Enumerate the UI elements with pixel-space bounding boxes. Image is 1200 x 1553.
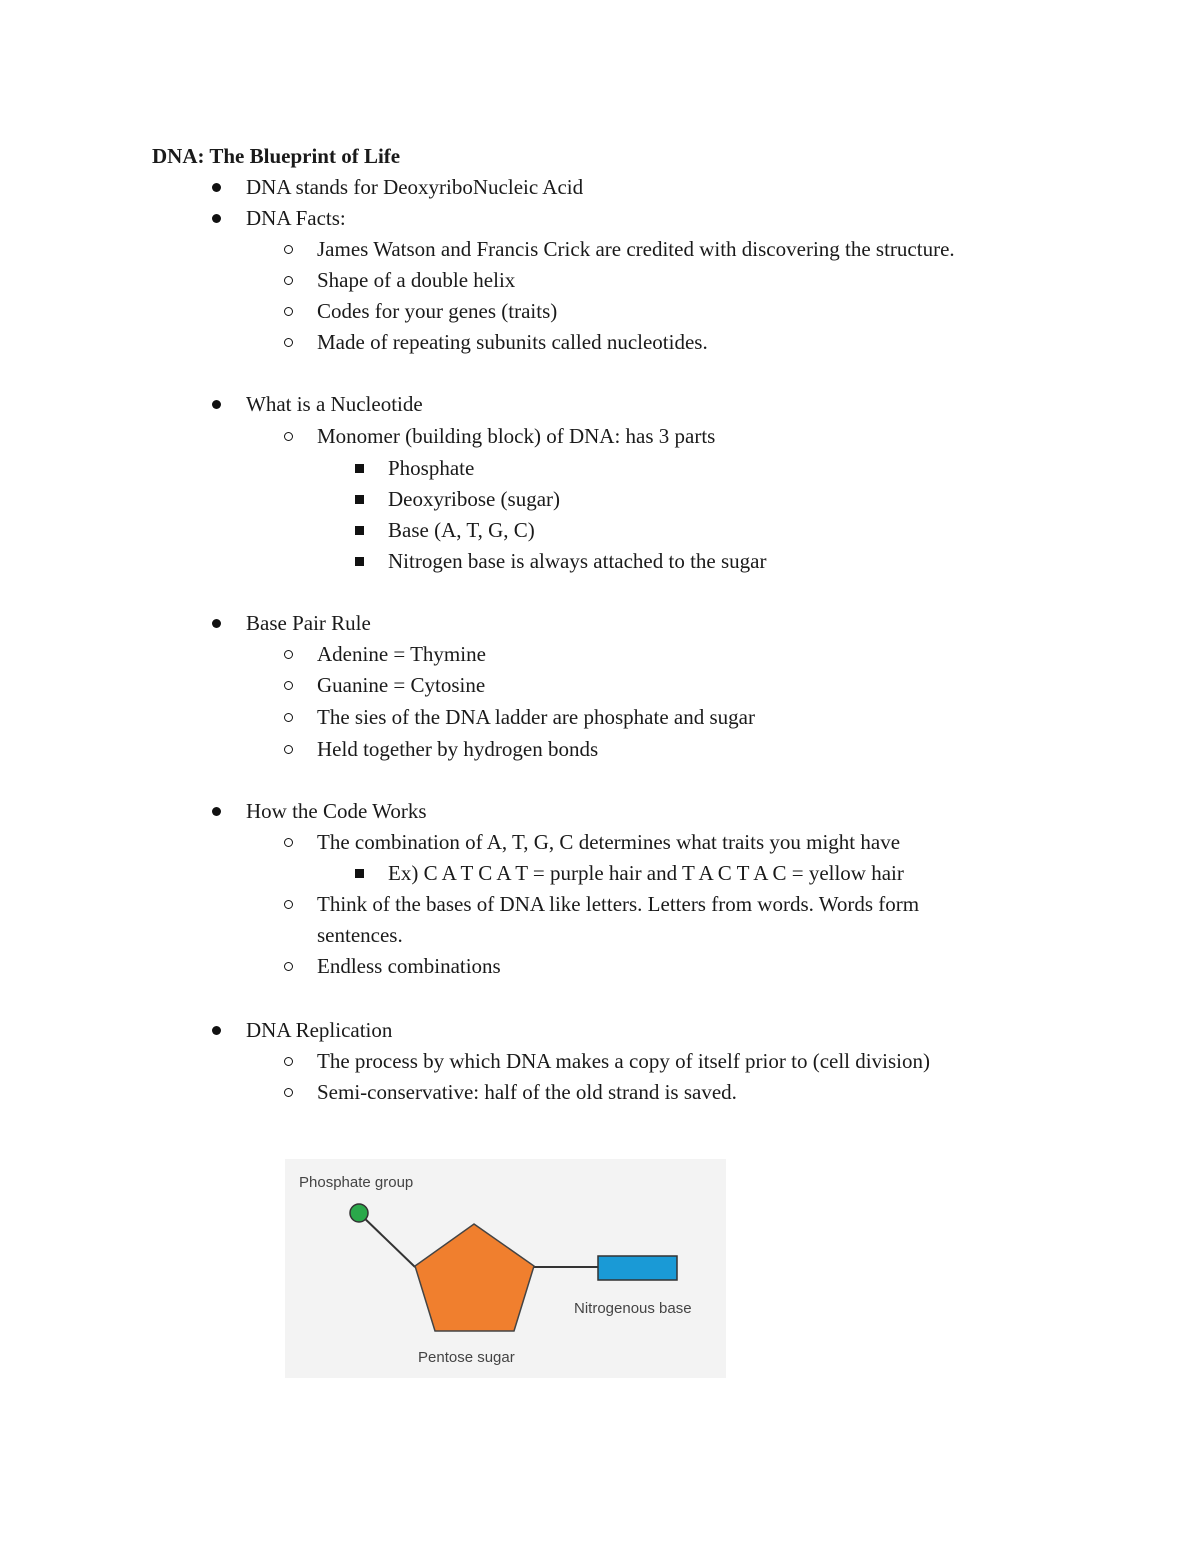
nucleotide-svg — [285, 1159, 726, 1378]
list-item: Phosphate — [388, 456, 475, 480]
bullet-square — [355, 557, 364, 566]
list-item: What is a Nucleotide — [246, 392, 423, 416]
list-item: How the Code Works — [246, 799, 427, 823]
bullet-circle — [284, 900, 293, 909]
bullet-circle — [284, 650, 293, 659]
list-item: Deoxyribose (sugar) — [388, 487, 561, 511]
list-item: Think of the bases of DNA like letters. Letters from words. Words form — [317, 892, 920, 916]
list-item: James Watson and Francis Crick are credited with discovering the structure. — [317, 237, 955, 261]
list-item: The combination of A, T, G, C determines what traits you might have — [317, 830, 901, 854]
bullet-circle — [284, 681, 293, 690]
bullet-circle — [284, 1057, 293, 1066]
nucleotide-diagram — [285, 1159, 726, 1378]
bullet-circle — [284, 338, 293, 347]
bullet-disc — [212, 214, 221, 223]
list-item: Shape of a double helix — [317, 268, 516, 292]
list-item: Held together by hydrogen bonds — [317, 737, 599, 761]
bullet-disc — [212, 807, 221, 816]
list-item: The sies of the DNA ladder are phosphate and sugar — [317, 705, 755, 729]
phosphate-bond-line — [360, 1214, 415, 1267]
pentose-sugar-pentagon — [415, 1224, 534, 1331]
bullet-disc — [212, 1026, 221, 1035]
list-item: Semi-conservative: half of the old strand is saved. — [317, 1080, 737, 1104]
list-item: Made of repeating subunits called nucleotides. — [317, 330, 708, 354]
bullet-square — [355, 869, 364, 878]
phosphate-group-icon — [350, 1204, 368, 1222]
list-item: Guanine = Cytosine — [317, 673, 486, 697]
list-item: DNA Replication — [246, 1018, 393, 1042]
list-item-continuation: sentences. — [317, 923, 403, 947]
list-item: Nitrogen base is always attached to the sugar — [388, 549, 767, 573]
list-item: Monomer (building block) of DNA: has 3 parts — [317, 424, 716, 448]
document-title: DNA: The Blueprint of Life — [152, 144, 401, 168]
bullet-circle — [284, 432, 293, 441]
bullet-square — [355, 526, 364, 535]
phosphate-group-label: Phosphate group — [299, 1174, 414, 1191]
pentose-sugar-label: Pentose sugar — [418, 1349, 515, 1366]
bullet-circle — [284, 838, 293, 847]
list-item: Endless combinations — [317, 954, 501, 978]
bullet-circle — [284, 1088, 293, 1097]
bullet-disc — [212, 619, 221, 628]
bullet-circle — [284, 713, 293, 722]
bullet-square — [355, 495, 364, 504]
bullet-square — [355, 464, 364, 473]
nitrogenous-base-label: Nitrogenous base — [574, 1300, 692, 1317]
bullet-disc — [212, 400, 221, 409]
nitrogenous-base-rect — [598, 1256, 677, 1280]
list-item: Base Pair Rule — [246, 611, 371, 635]
list-item: Ex) C A T C A T = purple hair and T A C T A C = yellow hair — [388, 861, 904, 885]
list-item: DNA stands for DeoxyriboNucleic Acid — [246, 175, 584, 199]
bullet-circle — [284, 276, 293, 285]
list-item: Base (A, T, G, C) — [388, 518, 535, 542]
list-item: Codes for your genes (traits) — [317, 299, 558, 323]
bullet-circle — [284, 245, 293, 254]
bullet-circle — [284, 745, 293, 754]
list-item: DNA Facts: — [246, 206, 346, 230]
bullet-disc — [212, 183, 221, 192]
bullet-circle — [284, 307, 293, 316]
list-item: The process by which DNA makes a copy of itself prior to (cell division) — [317, 1049, 930, 1073]
list-item: Adenine = Thymine — [317, 642, 486, 666]
bullet-circle — [284, 962, 293, 971]
